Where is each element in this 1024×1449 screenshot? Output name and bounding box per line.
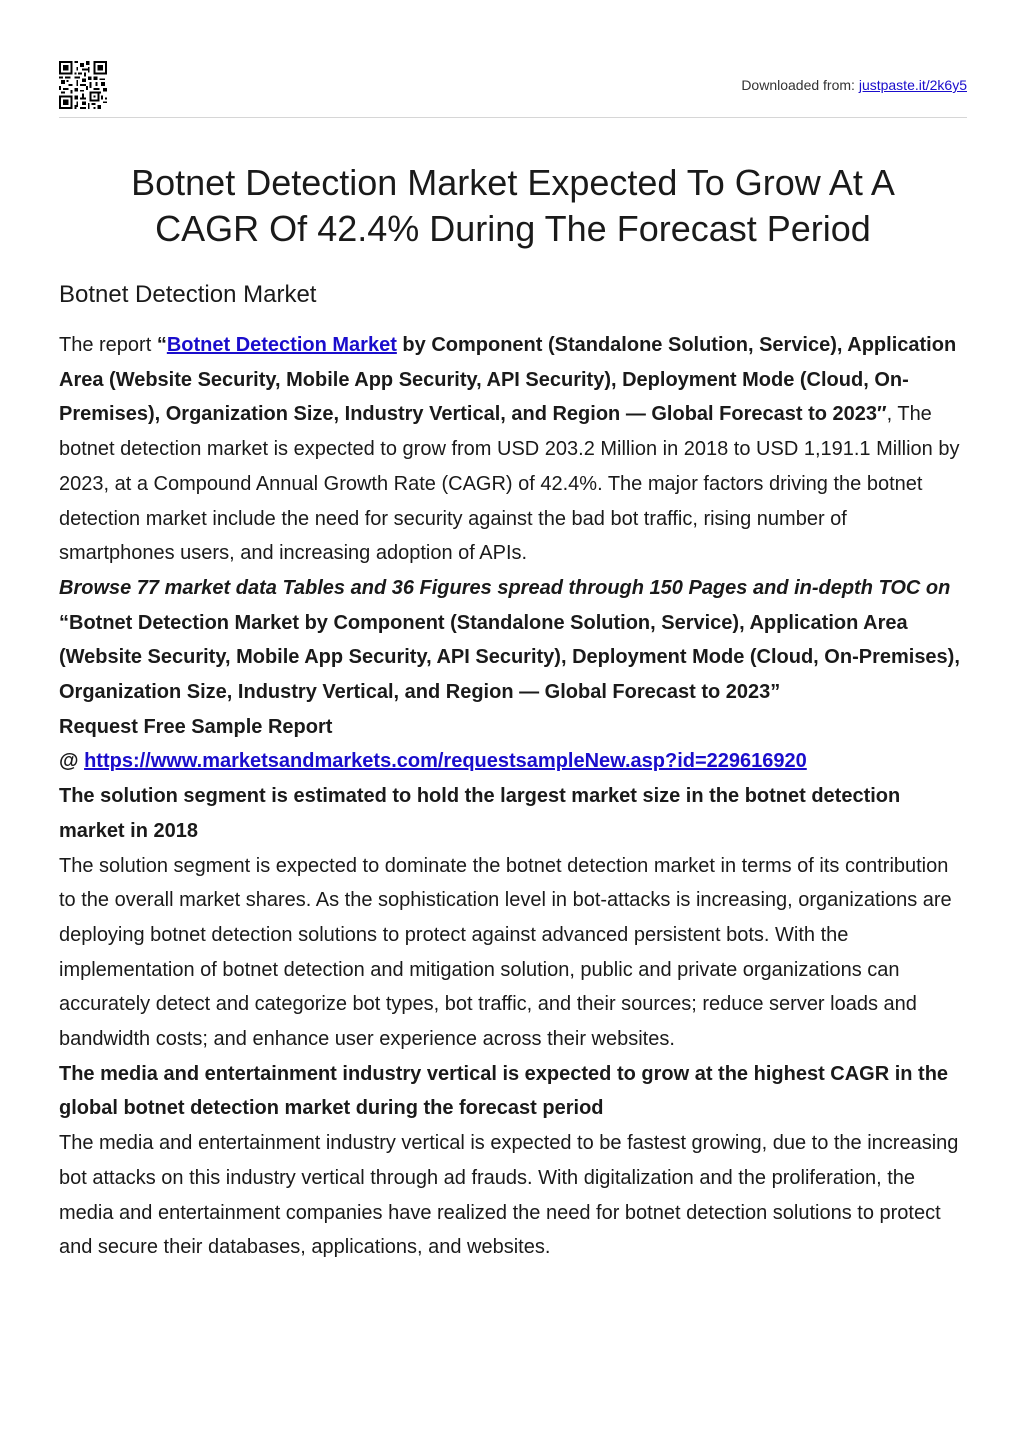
section-subtitle: Botnet Detection Market	[59, 281, 317, 308]
sample-report-link[interactable]: https://www.marketsandmarkets.com/requestsampleNew.asp?id=229616920	[84, 750, 807, 773]
media-vertical-heading: The media and entertainment industry vertical is expected to grow at the highest CAGR in the global botnet detection market during the forecast period	[59, 1062, 949, 1120]
intro-paragraph	[59, 328, 967, 571]
report-full-title: by Component (Standalone Solution, Service), Application Area (Website Security, Mobile App Security, API Security), Deployment Mode (Cloud, On-Premises), Organization Size, Industry Vertical, and Region — Global Forecast to 2023″	[59, 334, 957, 426]
title-line-1: Botnet Detection Market Expected To Grow At A	[131, 162, 895, 203]
page-header	[59, 61, 967, 118]
report-link[interactable]: Botnet Detection Market	[166, 334, 397, 356]
browse-italic-text: Browse 77 market data Tables and 36 Figures spread through 150 Pages and in-depth TOC on	[59, 576, 951, 599]
browse-report-title: “Botnet Detection Market by Component (Standalone Solution, Service), Application Area (Website Security, Mobile App Security, API Security), Deployment Mode (Cloud, On-Premises), Organization Size, Industry Vertical, and Region — Global Forecast to 2023”	[59, 611, 960, 704]
solution-segment-text: The solution segment is expected to dominate the botnet detection market in terms of its contribution to the overall market shares. As the sophistication level in bot-attacks is increasing, organizations are deploying botnet detection solutions to protect against advanced persistent bots. With the implementation of botnet detection and mitigation solution, public and private organizations can accurately detect and categorize bot types, bot traffic, and their sources; reduce server loads and bandwidth costs; and enhance user experience across their websites.	[59, 854, 952, 1051]
sample-at-sign: @	[59, 750, 85, 773]
sample-report-label: Request Free Sample Report	[59, 715, 333, 738]
solution-segment-heading: The solution segment is estimated to hold the largest market size in the botnet detection market in 2018	[59, 785, 901, 842]
downloaded-label: Downloaded from:	[741, 77, 855, 93]
source-link[interactable]: justpaste.it/2k6y5	[858, 77, 967, 93]
intro-open-quote: “	[156, 334, 167, 356]
sample-report-line	[59, 744, 967, 779]
article-body	[59, 328, 967, 1265]
title-line-2: CAGR Of 42.4% During The Forecast Period	[155, 208, 871, 249]
downloaded-from	[741, 77, 967, 93]
intro-lead: The report	[59, 334, 157, 356]
qr-code-icon[interactable]	[59, 61, 107, 109]
intro-text: , The botnet detection market is expected to grow from USD 203.2 Million in 2018 to USD 1,191.1 Million by 2023, at a Compound Annual Growth Rate (CAGR) of 42.4%. The major factors driving the botnet detection market include the need for security against the bad bot traffic, rising number of smartphones users, and increasing adoption of APIs.	[59, 403, 960, 565]
page-title	[59, 160, 967, 252]
media-vertical-text: The media and entertainment industry vertical is expected to be fastest growing, due to the increasing bot attacks on this industry vertical through ad frauds. With digitalization and the proliferation, the media and entertainment companies have realized the need for botnet detection solutions to protect and secure their databases, applications, and websites.	[59, 1132, 959, 1259]
browse-paragraph	[59, 571, 967, 710]
